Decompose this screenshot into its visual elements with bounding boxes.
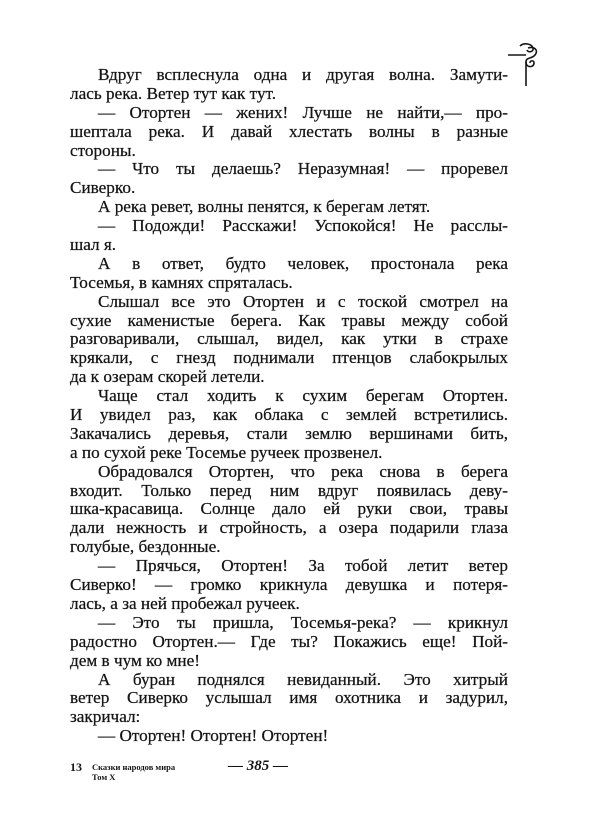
paragraph bbox=[70, 217, 508, 255]
page-number: — 385 — bbox=[228, 758, 288, 774]
text-line: лась, а за ней пробежал ручеек. bbox=[70, 593, 300, 613]
text-line: стороны. bbox=[70, 140, 136, 160]
text-line: Чаще стал ходить к сухим берегам Отортен. bbox=[98, 386, 508, 406]
paragraph bbox=[70, 293, 508, 387]
volume-label: Том X bbox=[92, 772, 116, 782]
text-line: — Отортен! Отортен! Отортен! bbox=[98, 726, 329, 746]
paragraph bbox=[70, 557, 508, 614]
paragraph bbox=[70, 614, 508, 671]
paragraph bbox=[70, 387, 508, 463]
text-line: ветер Сиверко услышал имя охотника и задурил, bbox=[70, 688, 508, 708]
text-line: — Прячься, Отортен! За тобой летит ветер bbox=[98, 556, 508, 576]
text-line: радостно Отортен.— Где ты? Покажись еще! Пой- bbox=[70, 631, 508, 651]
text-line: Сиверко. bbox=[70, 178, 136, 198]
text-line: Вдруг всплеснула одна и другая волна. Замути- bbox=[98, 65, 508, 84]
paragraph bbox=[70, 463, 508, 557]
text-line: шка-красавица. Солнце дало ей руки свои, травы bbox=[70, 499, 508, 519]
text-line: сухие каменистые берега. Как травы между собой bbox=[70, 310, 508, 330]
text-line: разговаривали, слышал, видел, как утки в страхе bbox=[70, 329, 508, 349]
paragraph bbox=[70, 198, 508, 217]
text-line: лась река. Ветер тут как тут. bbox=[70, 83, 277, 103]
text-line: входит. Только перед ним вдруг появилась деву- bbox=[70, 480, 508, 500]
text-line: И увидел раз, как облака с землей встретились. bbox=[70, 405, 508, 425]
text-line: Слышал все это Отортен и с тоской смотрел на bbox=[98, 291, 508, 311]
text-line: голубые, бездонные. bbox=[70, 537, 221, 557]
series-info bbox=[92, 762, 175, 782]
text-line: крякали, с гнезд поднимали птенцов слабокрылых bbox=[70, 348, 508, 368]
text-line: дали нежность и стройность, а озера подарили глаза bbox=[70, 518, 508, 538]
text-line: Закачались деревья, стали землю вершинами бить, bbox=[70, 423, 508, 443]
text-line: закричал: bbox=[70, 707, 141, 727]
paragraph bbox=[70, 66, 508, 104]
text-line: шептала река. И давай хлестать волны в разные bbox=[70, 121, 508, 141]
text-line: А в ответ, будто человек, простонала река bbox=[98, 253, 508, 273]
text-line: шал я. bbox=[70, 235, 117, 255]
signature-mark: 13 bbox=[70, 760, 82, 774]
text-line: Обрадовался Отортен, что река снова в берега bbox=[98, 461, 508, 481]
text-line: Тосемья, в камнях спряталась. bbox=[70, 272, 293, 292]
text-line: Сиверко! — громко крикнула девушка и потеря- bbox=[70, 575, 508, 595]
story-text bbox=[70, 66, 508, 746]
page-footer bbox=[70, 760, 510, 790]
paragraph bbox=[70, 727, 508, 746]
text-line: — Отортен — жених! Лучше не найти,— про- bbox=[98, 102, 508, 122]
paragraph bbox=[70, 255, 508, 293]
paragraph bbox=[70, 104, 508, 161]
text-line: — Что ты делаешь? Неразумная! — проревел bbox=[98, 159, 508, 179]
text-line: дем в чум ко мне! bbox=[70, 650, 200, 670]
text-line: — Это ты пришла, Тосемья-река? — крикнул bbox=[98, 612, 508, 632]
paragraph bbox=[70, 671, 508, 728]
text-line: а по сухой реке Тосемье ручеек прозвенел. bbox=[70, 442, 383, 462]
series-title: Сказки народов мира bbox=[92, 762, 176, 772]
paragraph bbox=[70, 160, 508, 198]
text-line: А буран поднялся невиданный. Это хитрый bbox=[98, 669, 508, 689]
text-line: А река ревет, волны пенятся, к берегам летят. bbox=[98, 197, 431, 217]
text-line: — Подожди! Расскажи! Успокойся! Не расслы- bbox=[98, 216, 508, 236]
text-line: да к озерам скорей летели. bbox=[70, 367, 265, 387]
corner-flourish-icon bbox=[506, 42, 546, 102]
